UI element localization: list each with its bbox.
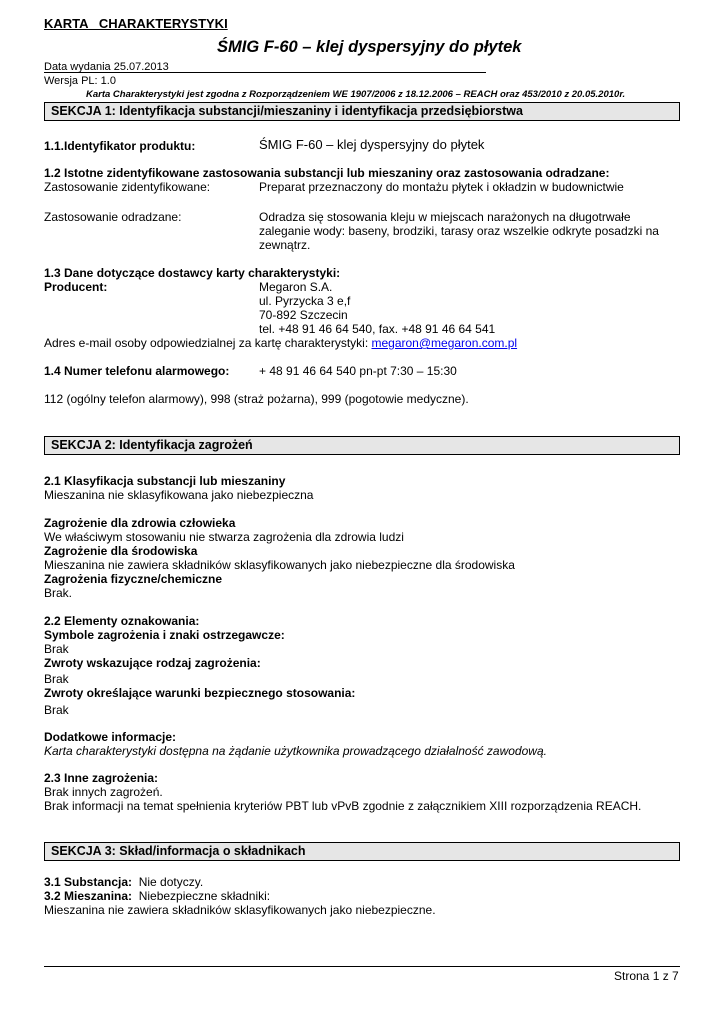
producer-city: 70-892 Szczecin	[259, 308, 348, 322]
emergency-label: 1.4 Numer telefonu alarmowego:	[44, 364, 230, 378]
supplier-heading: 1.3 Dane dotyczące dostawcy karty charakterystyki:	[44, 266, 341, 280]
other-hazards-heading: 2.3 Inne zagrożenia:	[44, 771, 159, 785]
hazard-statements-heading: Zwroty wskazujące rodzaj zagrożenia:	[44, 656, 261, 670]
version: Wersja PL: 1.0	[44, 75, 116, 87]
precaution-text: Brak	[44, 703, 69, 717]
identified-use-value: Preparat przeznaczony do montażu płytek i okładzin w budownictwie	[259, 180, 624, 194]
classification-heading: 2.1 Klasyfikacja substancji lub mieszaniny	[44, 474, 286, 488]
section-2-heading: SEKCJA 2: Identyfikacja zagrożeń	[44, 436, 680, 455]
mixture-value: Niebezpieczne składniki:	[138, 889, 271, 903]
mixture-label: 3.2 Mieszanina:	[44, 889, 133, 903]
classification-text: Mieszanina nie sklasyfikowana jako niebezpieczna	[44, 488, 314, 502]
mixture-line	[44, 889, 270, 903]
other-hazards-text2: Brak informacji na temat spełnienia kryteriów PBT lub vPvB zgodnie z załącznikiem XIII rozporządzenia REACH.	[44, 799, 642, 813]
advised-use-line2: zaleganie wody: baseny, brodziki, tarasy oraz wszelkie odkryte posadzki na	[259, 224, 659, 238]
substance-value: Nie dotyczy.	[138, 875, 204, 889]
precaution-heading: Zwroty określające warunki bezpiecznego stosowania:	[44, 686, 356, 700]
producer-name: Megaron S.A.	[259, 280, 333, 294]
issue-date: Data wydania 25.07.2013	[44, 61, 169, 73]
section-3-heading: SEKCJA 3: Skład/informacja o składnikach	[44, 842, 680, 861]
advised-use-line3: zewnątrz.	[259, 238, 311, 252]
emergency-value: + 48 91 46 64 540 pn-pt 7:30 – 15:30	[259, 364, 457, 378]
label-elements-heading: 2.2 Elementy oznakowania:	[44, 614, 200, 628]
emergency-general: 112 (ogólny telefon alarmowy), 998 (straż pożarna), 999 (pogotowie medyczne).	[44, 392, 469, 406]
producer-street: ul. Pyrzycka 3 e,f	[259, 294, 351, 308]
symbols-text: Brak	[44, 642, 69, 656]
document-title: ŚMIG F-60 – klej dyspersyjny do płytek	[217, 38, 522, 56]
symbols-heading: Symbole zagrożenia i znaki ostrzegawcze:	[44, 628, 285, 642]
producer-label: Producent:	[44, 280, 108, 294]
substance-line	[44, 875, 203, 889]
additional-info-heading: Dodatkowe informacje:	[44, 730, 177, 744]
substance-label: 3.1 Substancja:	[44, 875, 133, 889]
product-id-label: 1.1.Identyfikator produktu:	[44, 139, 196, 153]
advised-use-line1: Odradza się stosowania kleju w miejscach narażonych na długotrwałe	[259, 210, 631, 224]
physical-text: Brak.	[44, 586, 73, 600]
other-hazards-text1: Brak innych zagrożeń.	[44, 785, 163, 799]
email-line	[44, 336, 517, 350]
email-link[interactable]: megaron@megaron.com.pl	[371, 336, 518, 350]
product-id-value: ŚMIG F-60 – klej dyspersyjny do płytek	[259, 137, 485, 152]
mixture-text: Mieszanina nie zawiera składników sklasyfikowanych jako niebezpieczne.	[44, 903, 436, 917]
health-text: We właściwym stosowaniu nie stwarza zagrożenia dla zdrowia ludzi	[44, 530, 404, 544]
header-rule	[44, 72, 486, 73]
health-heading: Zagrożenie dla zdrowia człowieka	[44, 516, 236, 530]
producer-phone: tel. +48 91 46 64 540, fax. +48 91 46 64 541	[259, 322, 496, 336]
environment-heading: Zagrożenie dla środowiska	[44, 544, 198, 558]
footer-rule	[44, 966, 680, 967]
email-label: Adres e-mail osoby odpowiedzialnej za kartę charakterystyki:	[44, 336, 372, 350]
advised-use-label: Zastosowanie odradzane:	[44, 210, 182, 224]
section-1-heading: SEKCJA 1: Identyfikacja substancji/mieszaniny i identyfikacja przedsiębiorstwa	[44, 102, 680, 121]
environment-text: Mieszanina nie zawiera składników sklasyfikowanych jako niebezpieczne dla środowiska	[44, 558, 515, 572]
identified-use-label: Zastosowanie zidentyfikowane:	[44, 180, 211, 194]
hazard-statements-text: Brak	[44, 672, 69, 686]
page-number: Strona 1 z 7	[614, 969, 679, 983]
card-label: KARTA CHARAKTERYSTYKI	[44, 16, 228, 31]
uses-heading: 1.2 Istotne zidentyfikowane zastosowania substancji lub mieszaniny oraz zastosowania odradzane:	[44, 166, 610, 180]
physical-heading: Zagrożenia fizyczne/chemiczne	[44, 572, 223, 586]
additional-info-text: Karta charakterystyki dostępna na żądanie użytkownika prowadzącego działalność zawodową.	[44, 744, 547, 758]
compliance-note: Karta Charakterystyki jest zgodna z Rozporządzeniem WE 1907/2006 z 18.12.2006 – REACH oraz 453/2010 z 20.05.2010r.	[86, 89, 626, 100]
